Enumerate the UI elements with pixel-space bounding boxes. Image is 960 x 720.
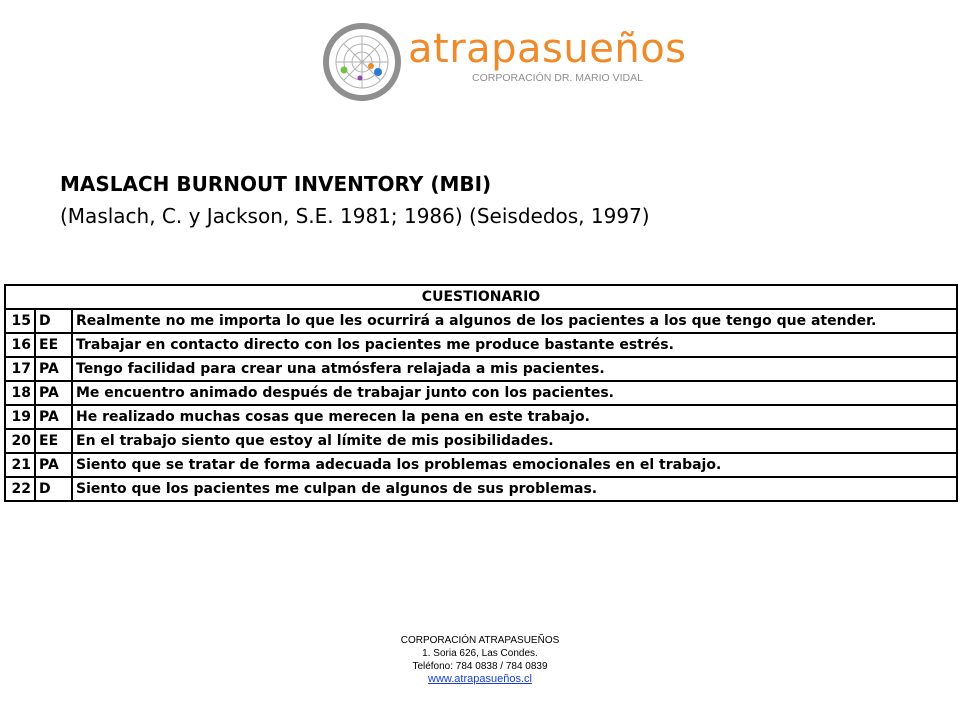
item-number: 22 [5, 477, 35, 501]
item-text: He realizado muchas cosas que merecen la pena en este trabajo. [72, 405, 957, 429]
table-row [5, 453, 957, 477]
item-number: 15 [5, 309, 35, 333]
item-code: EE [35, 333, 72, 357]
table-row [5, 429, 957, 453]
table-row [5, 309, 957, 333]
table-row [5, 381, 957, 405]
item-code: D [35, 477, 72, 501]
item-text: Realmente no me importa lo que les ocurrirá a algunos de los pacientes a los que tengo que atender. [72, 309, 957, 333]
item-number: 20 [5, 429, 35, 453]
brand-subtitle: CORPORACIÓN DR. MARIO VIDAL [472, 72, 643, 84]
item-text: Siento que se tratar de forma adecuada los problemas emocionales en el trabajo. [72, 453, 957, 477]
footer-website-link[interactable]: www.atrapasueños.cl [428, 673, 532, 685]
page-title: MASLACH BURNOUT INVENTORY (MBI) [60, 172, 492, 196]
item-code: PA [35, 381, 72, 405]
page-subtitle: (Maslach, C. y Jackson, S.E. 1981; 1986) (Seisdedos, 1997) [60, 204, 650, 228]
item-code: EE [35, 429, 72, 453]
item-number: 21 [5, 453, 35, 477]
item-number: 18 [5, 381, 35, 405]
table-heading: CUESTIONARIO [5, 285, 957, 309]
table-header-row [5, 285, 957, 309]
brand-name: atrapasueños [408, 26, 687, 72]
logo [322, 22, 687, 102]
item-code: D [35, 309, 72, 333]
item-number: 16 [5, 333, 35, 357]
table-row [5, 357, 957, 381]
table-row [5, 333, 957, 357]
item-number: 17 [5, 357, 35, 381]
item-text: Siento que los pacientes me culpan de algunos de sus problemas. [72, 477, 957, 501]
questionnaire-table [4, 284, 958, 502]
dreamcatcher-icon [322, 22, 404, 102]
item-number: 19 [5, 405, 35, 429]
footer-phone: Teléfono: 784 0838 / 784 0839 [412, 661, 548, 672]
item-text: Trabajar en contacto directo con los pacientes me produce bastante estrés. [72, 333, 957, 357]
item-text: Me encuentro animado después de trabajar junto con los pacientes. [72, 381, 957, 405]
item-code: PA [35, 357, 72, 381]
item-code: PA [35, 453, 72, 477]
table-row [5, 477, 957, 501]
item-text: Tengo facilidad para crear una atmósfera relajada a mis pacientes. [72, 357, 957, 381]
table-row [5, 405, 957, 429]
footer [0, 634, 960, 686]
footer-address: 1. Soria 626, Las Condes. [422, 648, 538, 659]
item-code: PA [35, 405, 72, 429]
footer-org: CORPORACIÓN ATRAPASUEÑOS [400, 635, 560, 646]
item-text: En el trabajo siento que estoy al límite de mis posibilidades. [72, 429, 957, 453]
